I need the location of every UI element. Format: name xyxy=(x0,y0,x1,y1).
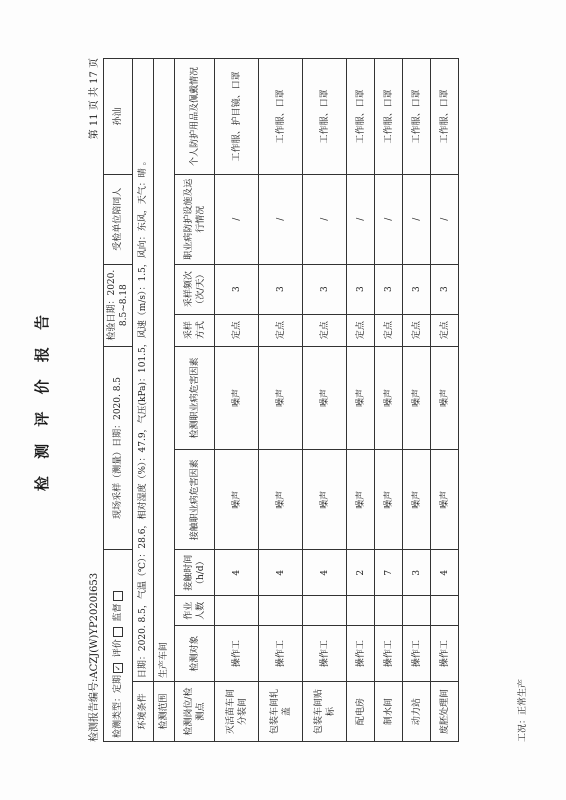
table-row xyxy=(375,59,403,742)
inspect-date-cell: 检验日期：2020. 8.5~8.18 xyxy=(104,264,133,346)
cell-time: 2 xyxy=(347,550,375,596)
table-row xyxy=(403,59,431,742)
cell-time: 4 xyxy=(259,550,303,596)
table-row xyxy=(303,59,347,742)
cell-post: 废胚处理间 xyxy=(431,682,459,742)
cell-object: 操作工 xyxy=(259,626,303,682)
cell-detected: 噪声 xyxy=(347,346,375,450)
cell-object: 操作工 xyxy=(215,626,259,682)
cell-ppe: 工作服、口罩 xyxy=(431,59,459,175)
cell-facility: / xyxy=(259,174,303,264)
detection-type-cell xyxy=(104,550,133,742)
cell-exposed: 噪声 xyxy=(403,450,431,550)
cell-post: 包装车间轧盖 xyxy=(259,682,303,742)
type-label: 检测类型：定期 xyxy=(113,674,124,738)
cell-ppe: 工作服、口罩 xyxy=(347,59,375,175)
cell-exposed: 噪声 xyxy=(303,450,347,550)
cell-detected: 噪声 xyxy=(215,346,259,450)
table-row xyxy=(431,59,459,742)
cell-freq: 3 xyxy=(259,264,303,314)
table-row-type xyxy=(104,59,133,742)
cell-exposed: 噪声 xyxy=(215,450,259,550)
scope-value: 生产车间 xyxy=(154,59,175,682)
cell-exposed: 噪声 xyxy=(347,450,375,550)
col-post: 检测岗位/检测点 xyxy=(175,682,215,742)
cell-detected: 噪声 xyxy=(303,346,347,450)
col-workers: 作业人数 xyxy=(175,596,215,626)
checkbox-checked-icon: ✓ xyxy=(113,663,123,673)
cell-workers xyxy=(259,596,303,626)
environment-value: 日期：2020. 8.5，气温（℃）：28.6，相对湿度（%）：47.9，气压(kPa)：101.5，风速（m/s）：1.5，风向：东风，天气：晴 。 xyxy=(133,59,154,682)
cell-freq: 3 xyxy=(403,264,431,314)
checkbox-empty-icon xyxy=(113,591,123,601)
cell-exposed: 噪声 xyxy=(431,450,459,550)
cell-object: 操作工 xyxy=(375,626,403,682)
table-row xyxy=(215,59,259,742)
cell-freq: 3 xyxy=(431,264,459,314)
cell-ppe: 工作服、护目镜、口罩 xyxy=(215,59,259,175)
cell-time: 4 xyxy=(303,550,347,596)
cell-object: 操作工 xyxy=(403,626,431,682)
cell-freq: 3 xyxy=(215,264,259,314)
table-row xyxy=(347,59,375,742)
cell-workers xyxy=(303,596,347,626)
col-exposed: 接触职业病危害因素 xyxy=(175,450,215,550)
cell-post: 灭活苗车间分装间 xyxy=(215,682,259,742)
col-ppe: 个人防护用品及佩戴情况 xyxy=(175,59,215,175)
cell-facility: / xyxy=(403,174,431,264)
cell-facility: / xyxy=(431,174,459,264)
cell-freq: 3 xyxy=(347,264,375,314)
cell-workers xyxy=(347,596,375,626)
accompany-label-cell: 受检单位陪同人 xyxy=(104,174,133,264)
cell-post: 配电房 xyxy=(347,682,375,742)
cell-time: 3 xyxy=(403,550,431,596)
cell-method: 定点 xyxy=(215,314,259,346)
col-facility: 职业病防护设施及运行情况 xyxy=(175,174,215,264)
sampling-date-cell: 现场采样（测量）日期：2020. 8.5 xyxy=(104,346,133,550)
supervise-label: 监督 xyxy=(113,603,124,622)
document-title: 检 测 评 价 报 告 xyxy=(33,308,51,492)
cell-ppe: 工作服、口罩 xyxy=(375,59,403,175)
col-time: 接触时间（h/d） xyxy=(175,550,215,596)
cell-detected: 噪声 xyxy=(375,346,403,450)
col-method: 采样方式 xyxy=(175,314,215,346)
cell-post: 动力站 xyxy=(403,682,431,742)
table-body xyxy=(215,59,459,742)
cell-exposed: 噪声 xyxy=(259,450,303,550)
cell-freq: 3 xyxy=(375,264,403,314)
table-header-row xyxy=(175,59,215,742)
cell-facility: / xyxy=(303,174,347,264)
cell-method: 定点 xyxy=(347,314,375,346)
cell-object: 操作工 xyxy=(303,626,347,682)
checkbox-empty-icon xyxy=(113,627,123,637)
cell-detected: 噪声 xyxy=(259,346,303,450)
cell-post: 包装车间贴标 xyxy=(303,682,347,742)
cell-workers xyxy=(215,596,259,626)
cell-method: 定点 xyxy=(403,314,431,346)
cell-facility: / xyxy=(347,174,375,264)
cell-method: 定点 xyxy=(431,314,459,346)
col-freq: 采样频次（次/天） xyxy=(175,264,215,314)
cell-method: 定点 xyxy=(259,314,303,346)
cell-ppe: 工作服、口罩 xyxy=(303,59,347,175)
cell-method: 定点 xyxy=(375,314,403,346)
table-row xyxy=(259,59,303,742)
cell-freq: 3 xyxy=(303,264,347,314)
cell-object: 操作工 xyxy=(347,626,375,682)
cell-detected: 噪声 xyxy=(431,346,459,450)
working-condition-note: 工况：正常生产 xyxy=(518,678,528,742)
environment-label: 环境条件 xyxy=(133,682,154,742)
cell-method: 定点 xyxy=(303,314,347,346)
cell-facility: / xyxy=(215,174,259,264)
cell-exposed: 噪声 xyxy=(375,450,403,550)
scope-label: 检测范围 xyxy=(154,682,175,742)
cell-facility: / xyxy=(375,174,403,264)
cell-detected: 噪声 xyxy=(403,346,431,450)
rotated-page xyxy=(13,40,553,760)
cell-time: 7 xyxy=(375,550,403,596)
cell-time: 4 xyxy=(215,550,259,596)
cell-workers xyxy=(375,596,403,626)
table-row-scope xyxy=(154,59,175,742)
page-info: 第 11 页 共 17 页 xyxy=(89,58,100,140)
report-number: 检测报告编号:ACZJ(W)YP2020I653 xyxy=(89,572,100,742)
cell-time: 4 xyxy=(431,550,459,596)
col-detected: 检测职业病危害因素 xyxy=(175,346,215,450)
cell-workers xyxy=(431,596,459,626)
cell-ppe: 工作服、口罩 xyxy=(259,59,303,175)
col-object: 检测对象 xyxy=(175,626,215,682)
cell-object: 操作工 xyxy=(431,626,459,682)
cell-ppe: 工作服、口罩 xyxy=(403,59,431,175)
table-row-environment xyxy=(133,59,154,742)
cell-post: 制水间 xyxy=(375,682,403,742)
cell-workers xyxy=(403,596,431,626)
accompany-value-cell: 孙汕 xyxy=(104,59,133,175)
inspection-table xyxy=(103,58,459,742)
eval-label: 评价 xyxy=(113,639,124,658)
